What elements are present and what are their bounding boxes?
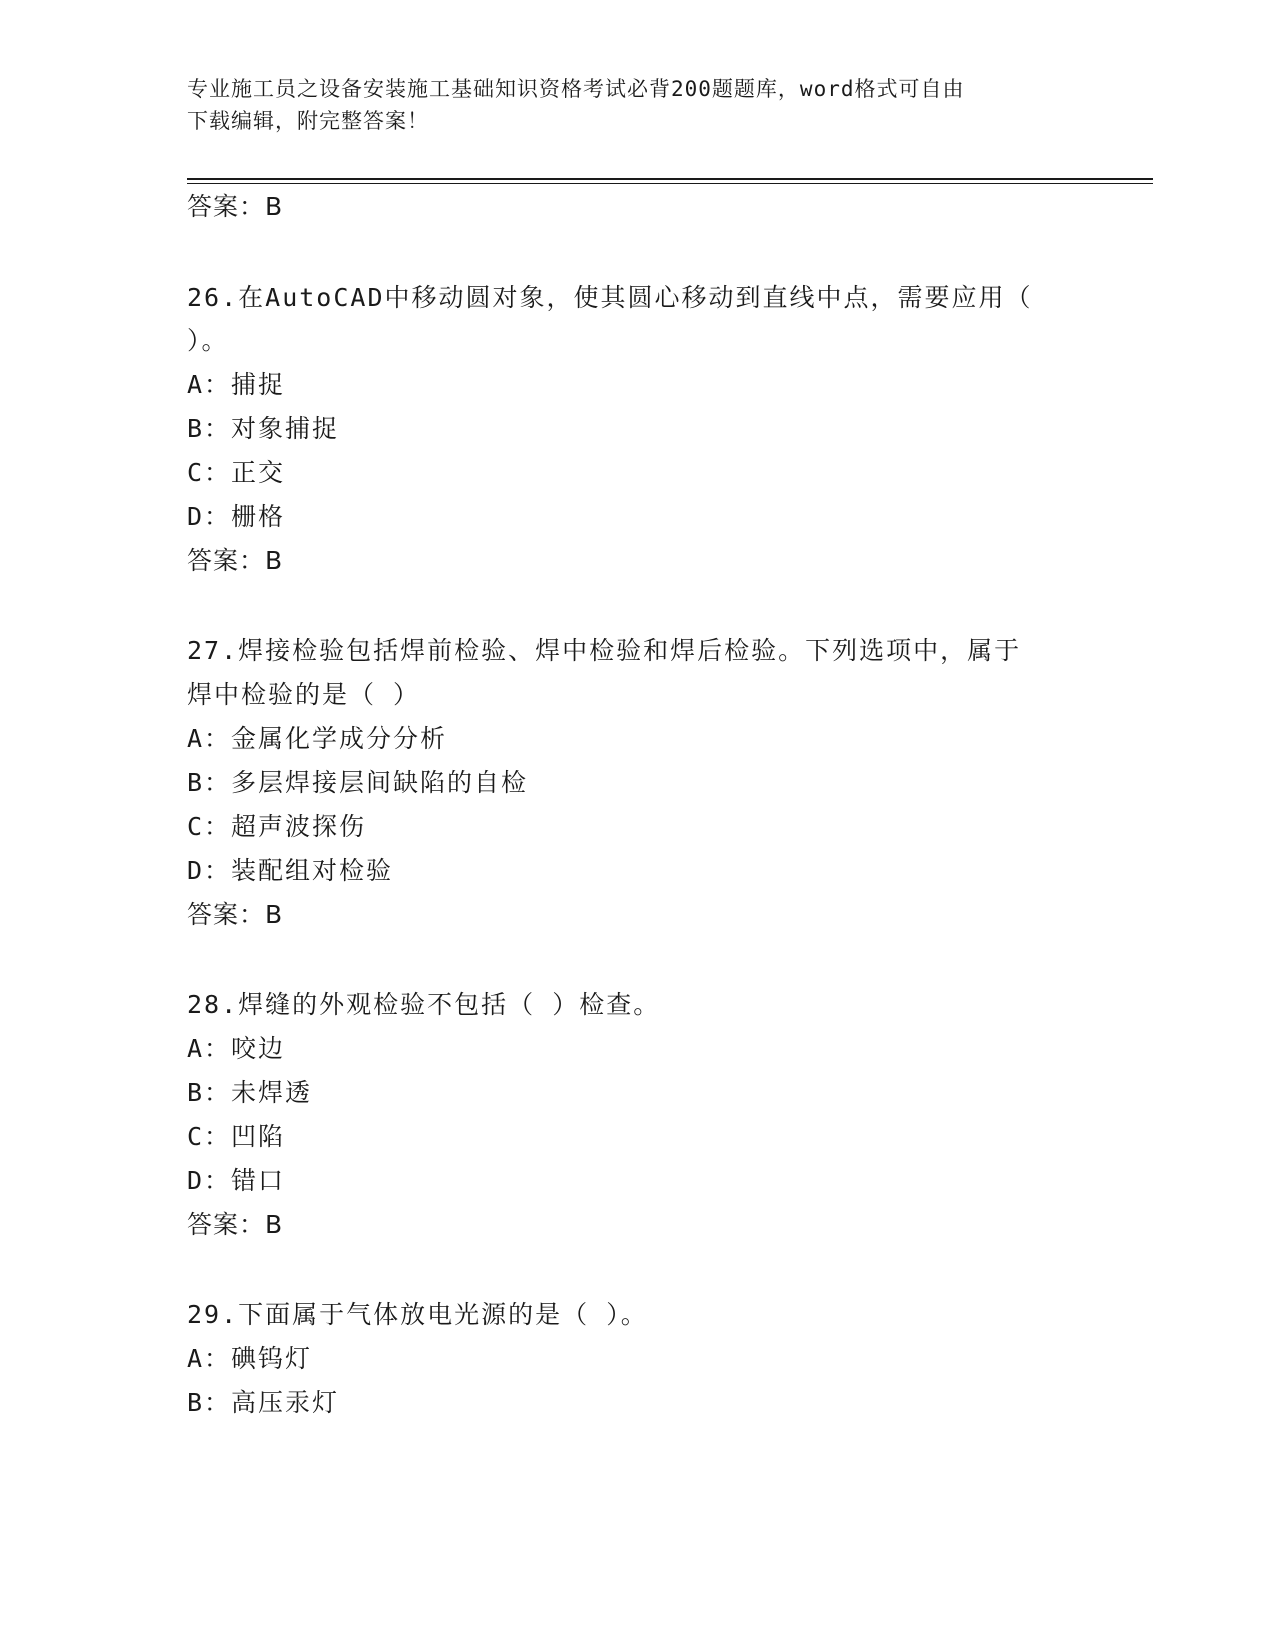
question-26-option-b: B：对象捕捉 — [187, 414, 340, 443]
question-27-option-c: C：超声波探伤 — [187, 812, 367, 841]
question-26-option-d: D：栅格 — [187, 502, 286, 531]
question-26-answer: 答案：B — [187, 546, 284, 575]
question-27-option-d: D：装配组对检验 — [187, 856, 394, 885]
question-28-option-c: C：凹陷 — [187, 1122, 286, 1151]
question-28-option-b: B：未焊透 — [187, 1078, 313, 1107]
previous-answer: 答案：B — [187, 192, 284, 221]
question-26-stem-line-1: 26.在AutoCAD中移动圆对象，使其圆心移动到直线中点，需要应用（ — [187, 283, 1033, 312]
question-27-stem-line-2: 焊中检验的是（ ） — [187, 680, 421, 709]
question-29-stem: 29.下面属于气体放电光源的是（ ）。 — [187, 1300, 648, 1329]
question-26-option-c: C：正交 — [187, 458, 286, 487]
header-line-2: 下载编辑，附完整答案！ — [187, 109, 429, 133]
header-divider-thick — [187, 178, 1153, 180]
question-26-stem-line-2: ）。 — [187, 326, 229, 355]
question-28-option-a: A：咬边 — [187, 1034, 286, 1063]
question-29-option-b: B：高压汞灯 — [187, 1388, 340, 1417]
question-27-option-a: A：金属化学成分分析 — [187, 724, 448, 753]
question-27-answer: 答案：B — [187, 900, 284, 929]
question-28-answer: 答案：B — [187, 1210, 284, 1239]
question-27-stem-line-1: 27.焊接检验包括焊前检验、焊中检验和焊后检验。下列选项中，属于 — [187, 636, 1022, 665]
question-28-option-d: D：错口 — [187, 1166, 286, 1195]
question-26-option-a: A：捕捉 — [187, 370, 286, 399]
header-line-1: 专业施工员之设备安装施工基础知识资格考试必背200题题库，word格式可自由 — [187, 77, 965, 101]
page-header — [187, 73, 1067, 137]
question-29-option-a: A：碘钨灯 — [187, 1344, 313, 1373]
question-28-stem: 28.焊缝的外观检验不包括（ ）检查。 — [187, 990, 661, 1019]
header-divider-thin — [187, 183, 1153, 184]
question-27-option-b: B：多层焊接层间缺陷的自检 — [187, 768, 529, 797]
